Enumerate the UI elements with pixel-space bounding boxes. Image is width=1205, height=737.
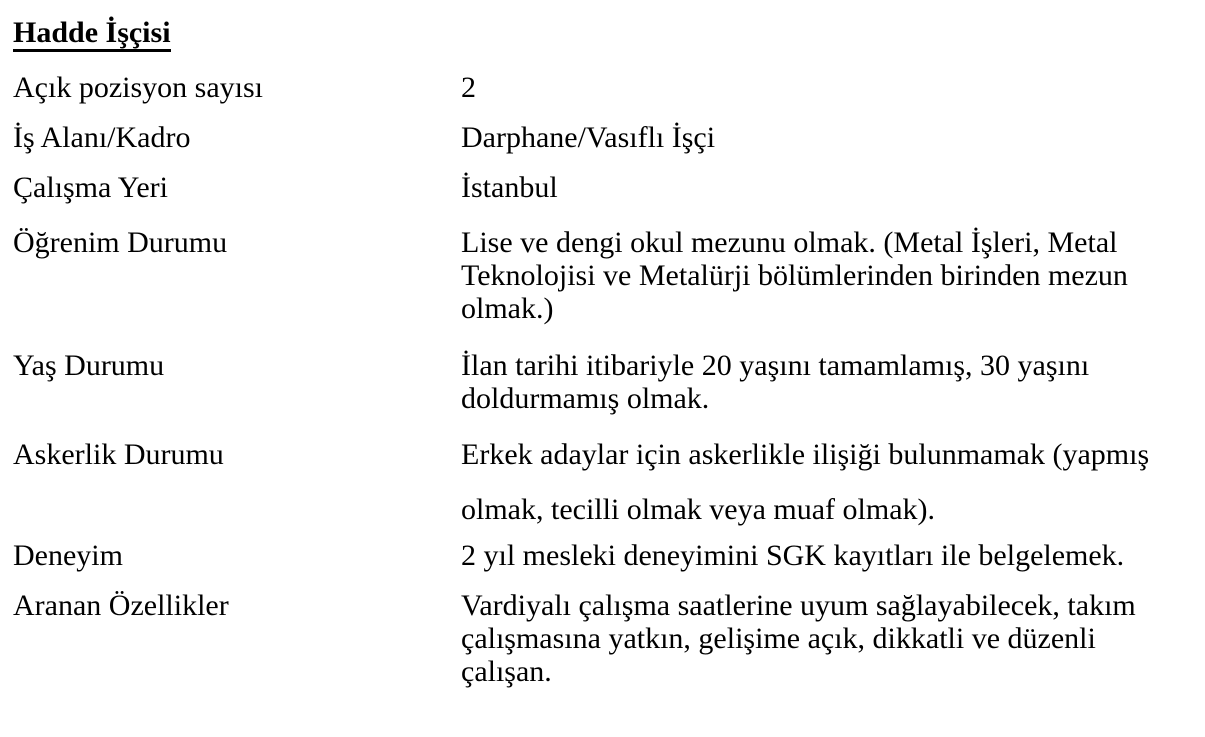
- field-label-open-positions: Açık pozisyon sayısı: [13, 71, 263, 104]
- field-row-open-positions: [13, 71, 1193, 104]
- field-label-education: Öğrenim Durumu: [13, 226, 228, 259]
- field-value-work-location: İstanbul: [461, 171, 558, 204]
- field-value-work-area: Darphane/Vasıflı İşçi: [461, 121, 716, 154]
- field-value-education: Lise ve dengi okul mezunu olmak. (Metal İşleri, Metal Teknolojisi ve Metalürji bölümlerinden birinden mezun olmak.): [461, 226, 1128, 325]
- field-value-age: İlan tarihi itibariyle 20 yaşını tamamlamış, 30 yaşını doldurmamış olmak.: [461, 349, 1090, 415]
- field-row-desired-qualities: [13, 589, 1193, 688]
- field-row-military-service: [13, 438, 1193, 526]
- field-label-desired-qualities: Aranan Özellikler: [13, 589, 229, 622]
- field-value-military-service-line-2: olmak, tecilli olmak veya muaf olmak).: [461, 493, 936, 526]
- field-label-work-location: Çalışma Yeri: [13, 171, 169, 204]
- field-row-work-location: [13, 171, 1193, 204]
- field-value-desired-qualities: Vardiyalı çalışma saatlerine uyum sağlayabilecek, takım çalışmasına yatkın, gelişime açık, dikkatli ve düzenli çalışan.: [461, 589, 1136, 688]
- field-row-age: [13, 349, 1193, 415]
- field-label-age: Yaş Durumu: [13, 349, 165, 382]
- field-value-military-service: [461, 438, 1193, 526]
- job-title: Hadde İşçisi: [13, 16, 171, 52]
- field-label-experience: Deneyim: [13, 539, 123, 572]
- field-row-education: [13, 226, 1193, 325]
- field-value-military-service-line-1: Erkek adaylar için askerlikle ilişiği bulunmamak (yapmış: [461, 438, 1150, 471]
- field-row-experience: [13, 539, 1193, 572]
- field-label-military-service: Askerlik Durumu: [13, 438, 224, 471]
- field-value-open-positions: 2: [461, 71, 476, 104]
- field-label-work-area: İş Alanı/Kadro: [13, 121, 191, 154]
- field-row-work-area: [13, 121, 1193, 154]
- field-value-experience: 2 yıl mesleki deneyimini SGK kayıtları ile belgelemek.: [461, 539, 1125, 572]
